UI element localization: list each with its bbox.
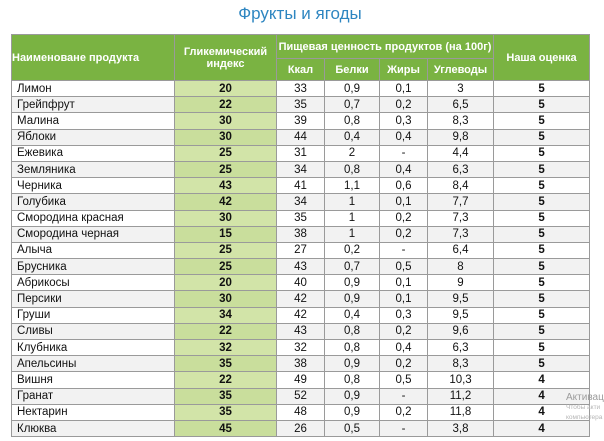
cell-fat: 0,1 (380, 275, 428, 291)
cell-carbs: 8,3 (428, 356, 494, 372)
cell-glycemic-index: 25 (175, 145, 277, 161)
cell-score: 5 (494, 145, 590, 161)
table-row (12, 145, 590, 161)
cell-fat: 0,3 (380, 307, 428, 323)
header-carbs: Углеводы (428, 59, 494, 81)
table-row (12, 161, 590, 177)
cell-kcal: 52 (277, 388, 325, 404)
header-nutrition: Пищевая ценность продуктов (на 100г) (277, 35, 494, 59)
table-row (12, 129, 590, 145)
cell-product-name: Яблоки (12, 129, 175, 145)
cell-fat: 0,4 (380, 161, 428, 177)
cell-protein: 0,9 (325, 275, 380, 291)
cell-glycemic-index: 35 (175, 404, 277, 420)
table-row (12, 113, 590, 129)
page-title: Фрукты и ягоды (238, 4, 362, 23)
cell-glycemic-index: 32 (175, 340, 277, 356)
table-row (12, 323, 590, 339)
cell-glycemic-index: 35 (175, 388, 277, 404)
header-kcal: Ккал (277, 59, 325, 81)
cell-score: 5 (494, 178, 590, 194)
cell-kcal: 27 (277, 242, 325, 258)
cell-fat: - (380, 388, 428, 404)
cell-glycemic-index: 20 (175, 275, 277, 291)
cell-product-name: Абрикосы (12, 275, 175, 291)
cell-kcal: 34 (277, 194, 325, 210)
cell-glycemic-index: 45 (175, 420, 277, 436)
table-row (12, 194, 590, 210)
cell-product-name: Смородина черная (12, 226, 175, 242)
cell-product-name: Гранат (12, 388, 175, 404)
cell-score: 5 (494, 113, 590, 129)
cell-score: 5 (494, 307, 590, 323)
cell-kcal: 32 (277, 340, 325, 356)
cell-carbs: 6,5 (428, 97, 494, 113)
cell-kcal: 40 (277, 275, 325, 291)
cell-score: 5 (494, 194, 590, 210)
cell-glycemic-index: 20 (175, 81, 277, 97)
table-row (12, 81, 590, 97)
cell-score: 5 (494, 275, 590, 291)
cell-fat: 0,5 (380, 372, 428, 388)
cell-score: 5 (494, 323, 590, 339)
cell-carbs: 10,3 (428, 372, 494, 388)
cell-score: 4 (494, 420, 590, 436)
cell-fat: 0,2 (380, 356, 428, 372)
cell-carbs: 8 (428, 259, 494, 275)
cell-protein: 1 (325, 210, 380, 226)
cell-product-name: Смородина красная (12, 210, 175, 226)
cell-fat: 0,2 (380, 97, 428, 113)
cell-glycemic-index: 43 (175, 178, 277, 194)
cell-protein: 0,5 (325, 420, 380, 436)
cell-fat: 0,1 (380, 291, 428, 307)
cell-carbs: 9,5 (428, 291, 494, 307)
cell-carbs: 3 (428, 81, 494, 97)
cell-protein: 0,8 (325, 372, 380, 388)
cell-carbs: 7,3 (428, 226, 494, 242)
cell-product-name: Груши (12, 307, 175, 323)
cell-product-name: Черника (12, 178, 175, 194)
cell-kcal: 43 (277, 323, 325, 339)
cell-glycemic-index: 15 (175, 226, 277, 242)
cell-protein: 0,9 (325, 291, 380, 307)
cell-fat: - (380, 420, 428, 436)
cell-protein: 0,8 (325, 323, 380, 339)
table-row (12, 420, 590, 436)
table-row (12, 210, 590, 226)
cell-protein: 0,4 (325, 129, 380, 145)
table-row (12, 307, 590, 323)
cell-product-name: Земляника (12, 161, 175, 177)
cell-product-name: Вишня (12, 372, 175, 388)
cell-glycemic-index: 22 (175, 372, 277, 388)
cell-glycemic-index: 35 (175, 356, 277, 372)
header-protein: Белки (325, 59, 380, 81)
table-row (12, 226, 590, 242)
cell-score: 5 (494, 97, 590, 113)
table-row (12, 340, 590, 356)
cell-glycemic-index: 30 (175, 113, 277, 129)
cell-score: 5 (494, 129, 590, 145)
cell-product-name: Брусника (12, 259, 175, 275)
table-row (12, 178, 590, 194)
cell-product-name: Лимон (12, 81, 175, 97)
cell-fat: - (380, 145, 428, 161)
cell-glycemic-index: 30 (175, 129, 277, 145)
cell-carbs: 11,8 (428, 404, 494, 420)
cell-kcal: 26 (277, 420, 325, 436)
cell-glycemic-index: 22 (175, 97, 277, 113)
cell-kcal: 33 (277, 81, 325, 97)
cell-fat: 0,4 (380, 340, 428, 356)
cell-kcal: 44 (277, 129, 325, 145)
cell-product-name: Малина (12, 113, 175, 129)
table-row (12, 97, 590, 113)
cell-carbs: 6,3 (428, 340, 494, 356)
cell-protein: 0,2 (325, 242, 380, 258)
cell-carbs: 8,3 (428, 113, 494, 129)
cell-product-name: Апельсины (12, 356, 175, 372)
cell-score: 5 (494, 210, 590, 226)
glycemic-index-table (11, 34, 590, 437)
cell-protein: 0,9 (325, 81, 380, 97)
cell-carbs: 9 (428, 275, 494, 291)
cell-kcal: 35 (277, 97, 325, 113)
cell-carbs: 6,3 (428, 161, 494, 177)
header-glycemic-index: Гликемический индекс (175, 35, 277, 81)
cell-protein: 0,8 (325, 340, 380, 356)
header-product-name: Наименоване продукта (12, 35, 175, 81)
cell-product-name: Нектарин (12, 404, 175, 420)
cell-kcal: 42 (277, 307, 325, 323)
cell-glycemic-index: 25 (175, 242, 277, 258)
cell-protein: 0,4 (325, 307, 380, 323)
cell-fat: 0,3 (380, 113, 428, 129)
table-row (12, 291, 590, 307)
cell-fat: 0,1 (380, 194, 428, 210)
table-row (12, 356, 590, 372)
cell-protein: 0,9 (325, 356, 380, 372)
table-row (12, 242, 590, 258)
cell-fat: - (380, 242, 428, 258)
cell-glycemic-index: 42 (175, 194, 277, 210)
header-fat: Жиры (380, 59, 428, 81)
cell-kcal: 38 (277, 226, 325, 242)
cell-score: 5 (494, 242, 590, 258)
cell-score: 5 (494, 340, 590, 356)
cell-fat: 0,2 (380, 210, 428, 226)
cell-score: 5 (494, 226, 590, 242)
table-row (12, 259, 590, 275)
cell-glycemic-index: 25 (175, 161, 277, 177)
cell-carbs: 6,4 (428, 242, 494, 258)
cell-carbs: 9,5 (428, 307, 494, 323)
cell-product-name: Алыча (12, 242, 175, 258)
cell-carbs: 9,8 (428, 129, 494, 145)
watermark-line-3: компьютера (566, 414, 603, 421)
cell-product-name: Персики (12, 291, 175, 307)
cell-protein: 1,1 (325, 178, 380, 194)
cell-carbs: 7,7 (428, 194, 494, 210)
cell-kcal: 34 (277, 161, 325, 177)
cell-glycemic-index: 22 (175, 323, 277, 339)
table-row (12, 388, 590, 404)
cell-carbs: 11,2 (428, 388, 494, 404)
cell-protein: 2 (325, 145, 380, 161)
cell-fat: 0,6 (380, 178, 428, 194)
cell-fat: 0,5 (380, 259, 428, 275)
cell-score: 5 (494, 161, 590, 177)
header-row-1 (12, 35, 590, 59)
cell-carbs: 7,3 (428, 210, 494, 226)
watermark-line-2: Чтобы акти (566, 404, 601, 411)
cell-protein: 1 (325, 226, 380, 242)
cell-kcal: 41 (277, 178, 325, 194)
cell-protein: 0,7 (325, 259, 380, 275)
table-row (12, 404, 590, 420)
cell-kcal: 39 (277, 113, 325, 129)
cell-product-name: Голубика (12, 194, 175, 210)
cell-product-name: Грейпфрут (12, 97, 175, 113)
cell-fat: 0,2 (380, 323, 428, 339)
cell-carbs: 8,4 (428, 178, 494, 194)
cell-kcal: 35 (277, 210, 325, 226)
cell-product-name: Клюква (12, 420, 175, 436)
cell-kcal: 42 (277, 291, 325, 307)
cell-fat: 0,1 (380, 81, 428, 97)
cell-glycemic-index: 30 (175, 291, 277, 307)
cell-protein: 0,9 (325, 404, 380, 420)
header-score: Наша оценка (494, 35, 590, 81)
cell-glycemic-index: 34 (175, 307, 277, 323)
cell-score: 5 (494, 259, 590, 275)
cell-kcal: 43 (277, 259, 325, 275)
cell-carbs: 3,8 (428, 420, 494, 436)
cell-protein: 1 (325, 194, 380, 210)
cell-kcal: 31 (277, 145, 325, 161)
cell-score: 4 (494, 404, 590, 420)
cell-glycemic-index: 30 (175, 210, 277, 226)
cell-score: 5 (494, 81, 590, 97)
cell-protein: 0,8 (325, 113, 380, 129)
cell-glycemic-index: 25 (175, 259, 277, 275)
cell-score: 4 (494, 388, 590, 404)
cell-product-name: Ежевика (12, 145, 175, 161)
table-body (12, 81, 590, 437)
cell-kcal: 49 (277, 372, 325, 388)
cell-score: 5 (494, 356, 590, 372)
cell-protein: 0,8 (325, 161, 380, 177)
table-row (12, 372, 590, 388)
cell-score: 5 (494, 291, 590, 307)
cell-fat: 0,4 (380, 129, 428, 145)
cell-fat: 0,2 (380, 226, 428, 242)
cell-fat: 0,2 (380, 404, 428, 420)
cell-protein: 0,9 (325, 388, 380, 404)
cell-kcal: 38 (277, 356, 325, 372)
cell-protein: 0,7 (325, 97, 380, 113)
cell-product-name: Сливы (12, 323, 175, 339)
watermark-line-1: Активац (566, 392, 604, 403)
cell-score: 4 (494, 372, 590, 388)
table-row (12, 275, 590, 291)
cell-carbs: 4,4 (428, 145, 494, 161)
cell-kcal: 48 (277, 404, 325, 420)
cell-carbs: 9,6 (428, 323, 494, 339)
cell-product-name: Клубника (12, 340, 175, 356)
